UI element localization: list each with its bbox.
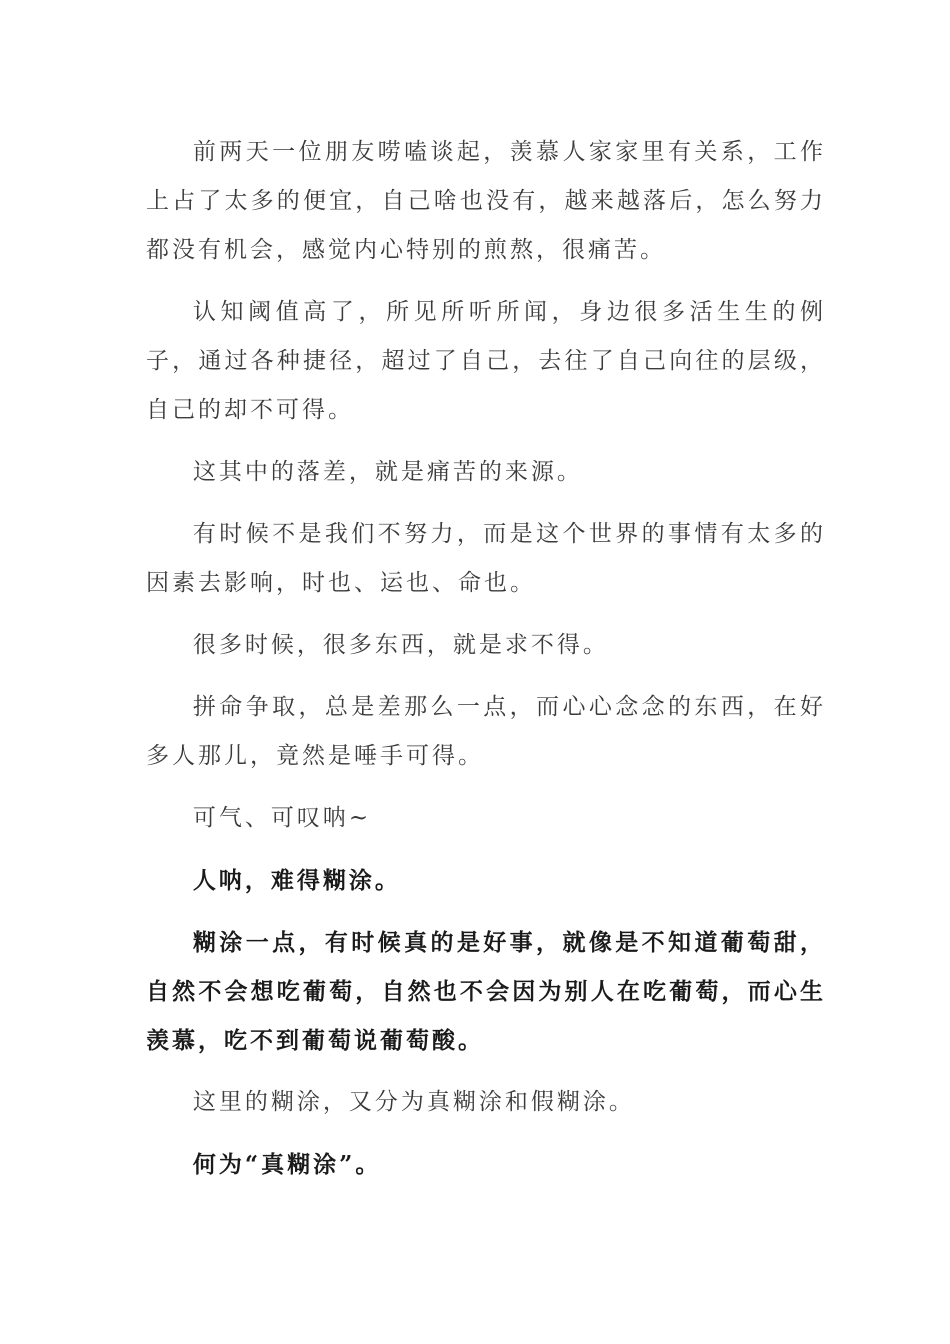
paragraph-8-bold: 人呐，难得糊涂。 [192,867,401,894]
paragraph-7: 可气、可叹呐~ [192,805,372,831]
paragraph-3: 这其中的落差，就是痛苦的来源。 [192,459,583,485]
paragraph-1: 前两天一位朋友唠嗑谈起，羡慕人家家里有关系，工作上占了太多的便宜，自己啥也没有，越来越落后，怎么努力都没有机会，感觉内心特别的煎熬，很痛苦。 [146,139,826,263]
paragraph-4: 有时候不是我们不努力，而是这个世界的事情有太多的因素去影响，时也、运也、命也。 [146,521,826,596]
paragraph-11-heading: 何为“真糊涂”。 [192,1151,382,1178]
paragraph-5: 很多时候，很多东西，就是求不得。 [192,632,609,658]
document-body [146,128,826,1202]
paragraph-10: 这里的糊涂，又分为真糊涂和假糊涂。 [192,1089,635,1115]
paragraph-9-bold: 糊涂一点，有时候真的是好事，就像是不知道葡萄甜，自然不会想吃葡萄，自然也不会因为别人在吃葡萄，而心生羡慕，吃不到葡萄说葡萄酸。 [146,929,826,1054]
paragraph-2: 认知阈值高了，所见所听所闻，身边很多活生生的例子，通过各种捷径，超过了自己，去往了自己向往的层级，自己的却不可得。 [146,299,826,423]
paragraph-6: 拼命争取，总是差那么一点，而心心念念的东西，在好多人那儿，竟然是唾手可得。 [146,694,826,769]
